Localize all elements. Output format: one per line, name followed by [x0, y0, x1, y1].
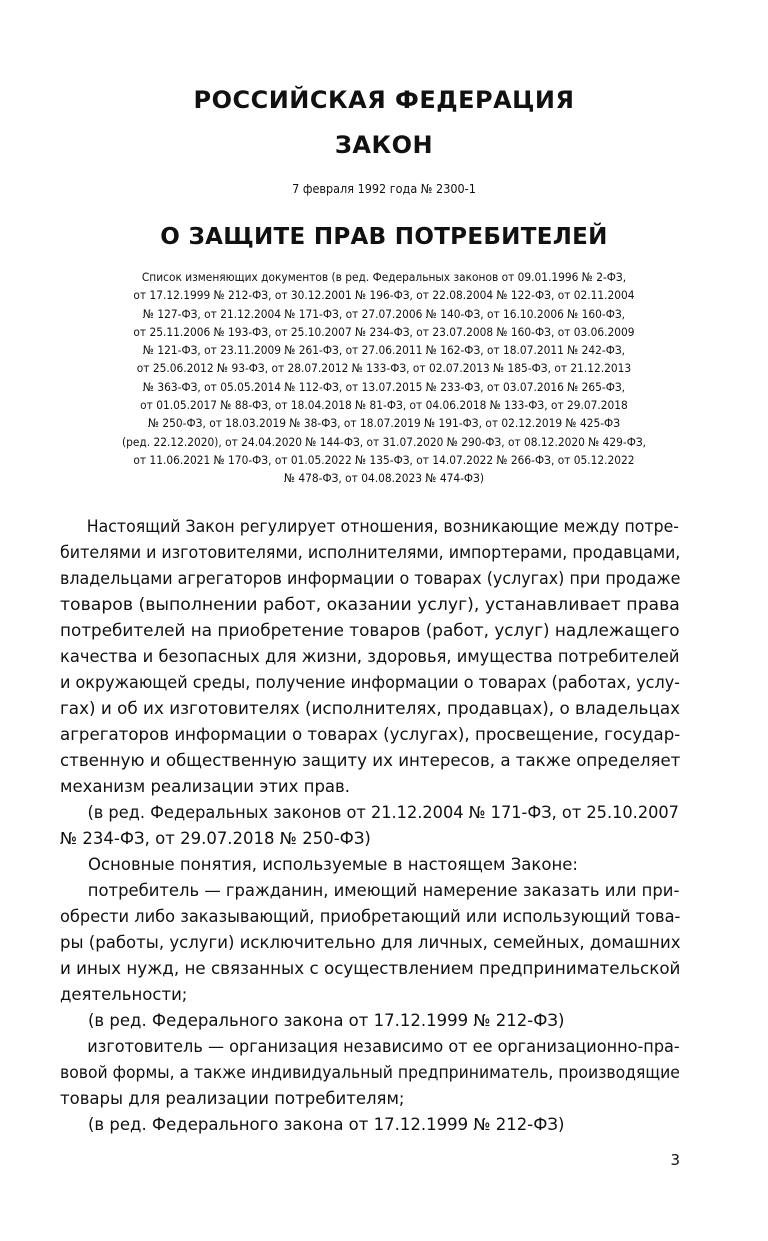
amendment-note-line: (в ред. Федерального закона от 17.12.1999 № 212-ФЗ)	[88, 1115, 565, 1134]
amendments-line: от 11.06.2021 № 170-ФЗ, от 01.05.2022 № 135-ФЗ, от 14.07.2022 № 266-ФЗ, от 05.12.2022	[133, 452, 635, 467]
preamble-line: качества и безопасных для жизни, здоровья, имущества потребителей	[60, 647, 680, 666]
law-date-number: 7 февраля 1992 года № 2300-1	[292, 181, 476, 196]
law-title: О ЗАЩИТЕ ПРАВ ПОТРЕБИТЕЛЕЙ	[160, 224, 608, 250]
definition-manufacturer-line: товары для реализации потребителям;	[60, 1089, 405, 1108]
preamble-line: гах) и об их изготовителях (исполнителях, продавцах), о владельцах	[60, 699, 681, 718]
amendments-line: Список изменяющих документов (в ред. Федеральных законов от 09.01.1996 № 2-ФЗ,	[141, 270, 627, 284]
amendments-line: № 478-ФЗ, от 04.08.2023 № 474-ФЗ)	[283, 471, 485, 486]
preamble-line: Настоящий Закон регулирует отношения, возникающие между потре-	[86, 517, 679, 536]
preamble-line: потребителей на приобретение товаров (работ, услуг) надлежащего	[60, 621, 680, 640]
amendments-list	[60, 268, 708, 488]
preamble-line: и окружающей среды, получение информации о товарах (работах, услу-	[60, 673, 680, 692]
preamble-line: товаров (выполнении работ, оказании услуг), устанавливает права	[60, 595, 680, 614]
amendments-line: № 127-ФЗ, от 21.12.2004 № 171-ФЗ, от 27.07.2006 № 140-ФЗ, от 16.10.2006 № 160-ФЗ,	[142, 306, 626, 321]
definition-manufacturer-line: вовой формы, а также индивидуальный предприниматель, производящие	[60, 1063, 680, 1082]
amendments-line: от 17.12.1999 № 212-ФЗ, от 30.12.2001 № 196-ФЗ, от 22.08.2004 № 122-ФЗ, от 02.11.2004	[133, 288, 635, 303]
document-type-heading: ЗАКОН	[334, 131, 434, 159]
definitions-intro: Основные понятия, используемые в настоящем Законе:	[88, 855, 578, 874]
amendments-line: № 363-ФЗ, от 05.05.2014 № 112-ФЗ, от 13.07.2015 № 233-ФЗ, от 03.07.2016 № 265-ФЗ,	[142, 379, 626, 394]
amendment-note-line: № 234-ФЗ, от 29.07.2018 № 250-ФЗ)	[60, 829, 371, 848]
law-body	[60, 514, 680, 1138]
amendments-line: от 01.05.2017 № 88-ФЗ, от 18.04.2018 № 81-ФЗ, от 04.06.2018 № 133-ФЗ, от 29.07.2018	[140, 398, 628, 413]
definition-consumer-line: ры (работы, услуги) исключительно для личных, семейных, домашних	[60, 933, 681, 952]
preamble-line: агрегаторов информации о товарах (услугах), просвещение, государ-	[60, 725, 681, 744]
amendment-note-line: (в ред. Федерального закона от 17.12.1999 № 212-ФЗ)	[88, 1011, 565, 1030]
preamble-line: владельцами агрегаторов информации о товарах (услугах) при продаже	[60, 569, 681, 588]
preamble-line: ственную и общественную защиту их интересов, а также определяет	[60, 751, 681, 770]
country-heading: РОССИЙСКАЯ ФЕДЕРАЦИЯ	[193, 86, 575, 114]
page-number: 3	[670, 1151, 680, 1169]
definition-manufacturer-line: изготовитель — организация независимо от ее организационно-пра-	[87, 1037, 680, 1056]
amendments-line: от 25.06.2012 № 93-ФЗ, от 28.07.2012 № 133-ФЗ, от 02.07.2013 № 185-ФЗ, от 21.12.2013	[136, 361, 632, 376]
preamble-line: механизм реализации этих прав.	[60, 777, 351, 796]
preamble-line: бителями и изготовителями, исполнителями, импортерами, продавцами,	[60, 543, 681, 562]
definition-consumer-line: обрести либо заказывающий, приобретающий или использующий това-	[60, 907, 681, 926]
amendment-note-line: (в ред. Федеральных законов от 21.12.2004 № 171-ФЗ, от 25.10.2007	[87, 803, 679, 822]
amendments-line: № 121-ФЗ, от 23.11.2009 № 261-ФЗ, от 27.06.2011 № 162-ФЗ, от 18.07.2011 № 242-ФЗ,	[142, 343, 626, 358]
amendments-line: (ред. 22.12.2020), от 24.04.2020 № 144-ФЗ, от 31.07.2020 № 290-ФЗ, от 08.12.2020 № 429-ФЗ,	[121, 434, 647, 449]
definition-consumer-line: потребитель — гражданин, имеющий намерение заказать или при-	[87, 881, 680, 900]
definition-consumer-line: деятельности;	[60, 985, 188, 1004]
definition-consumer-line: и иных нужд, не связанных с осуществлением предпринимательской	[60, 959, 681, 978]
amendments-line: от 25.11.2006 № 193-ФЗ, от 25.10.2007 № 234-ФЗ, от 23.07.2008 № 160-ФЗ, от 03.06.2009	[133, 324, 635, 339]
amendments-line: № 250-ФЗ, от 18.03.2019 № 38-ФЗ, от 18.07.2019 № 191-ФЗ, от 02.12.2019 № 425-ФЗ	[148, 416, 620, 431]
